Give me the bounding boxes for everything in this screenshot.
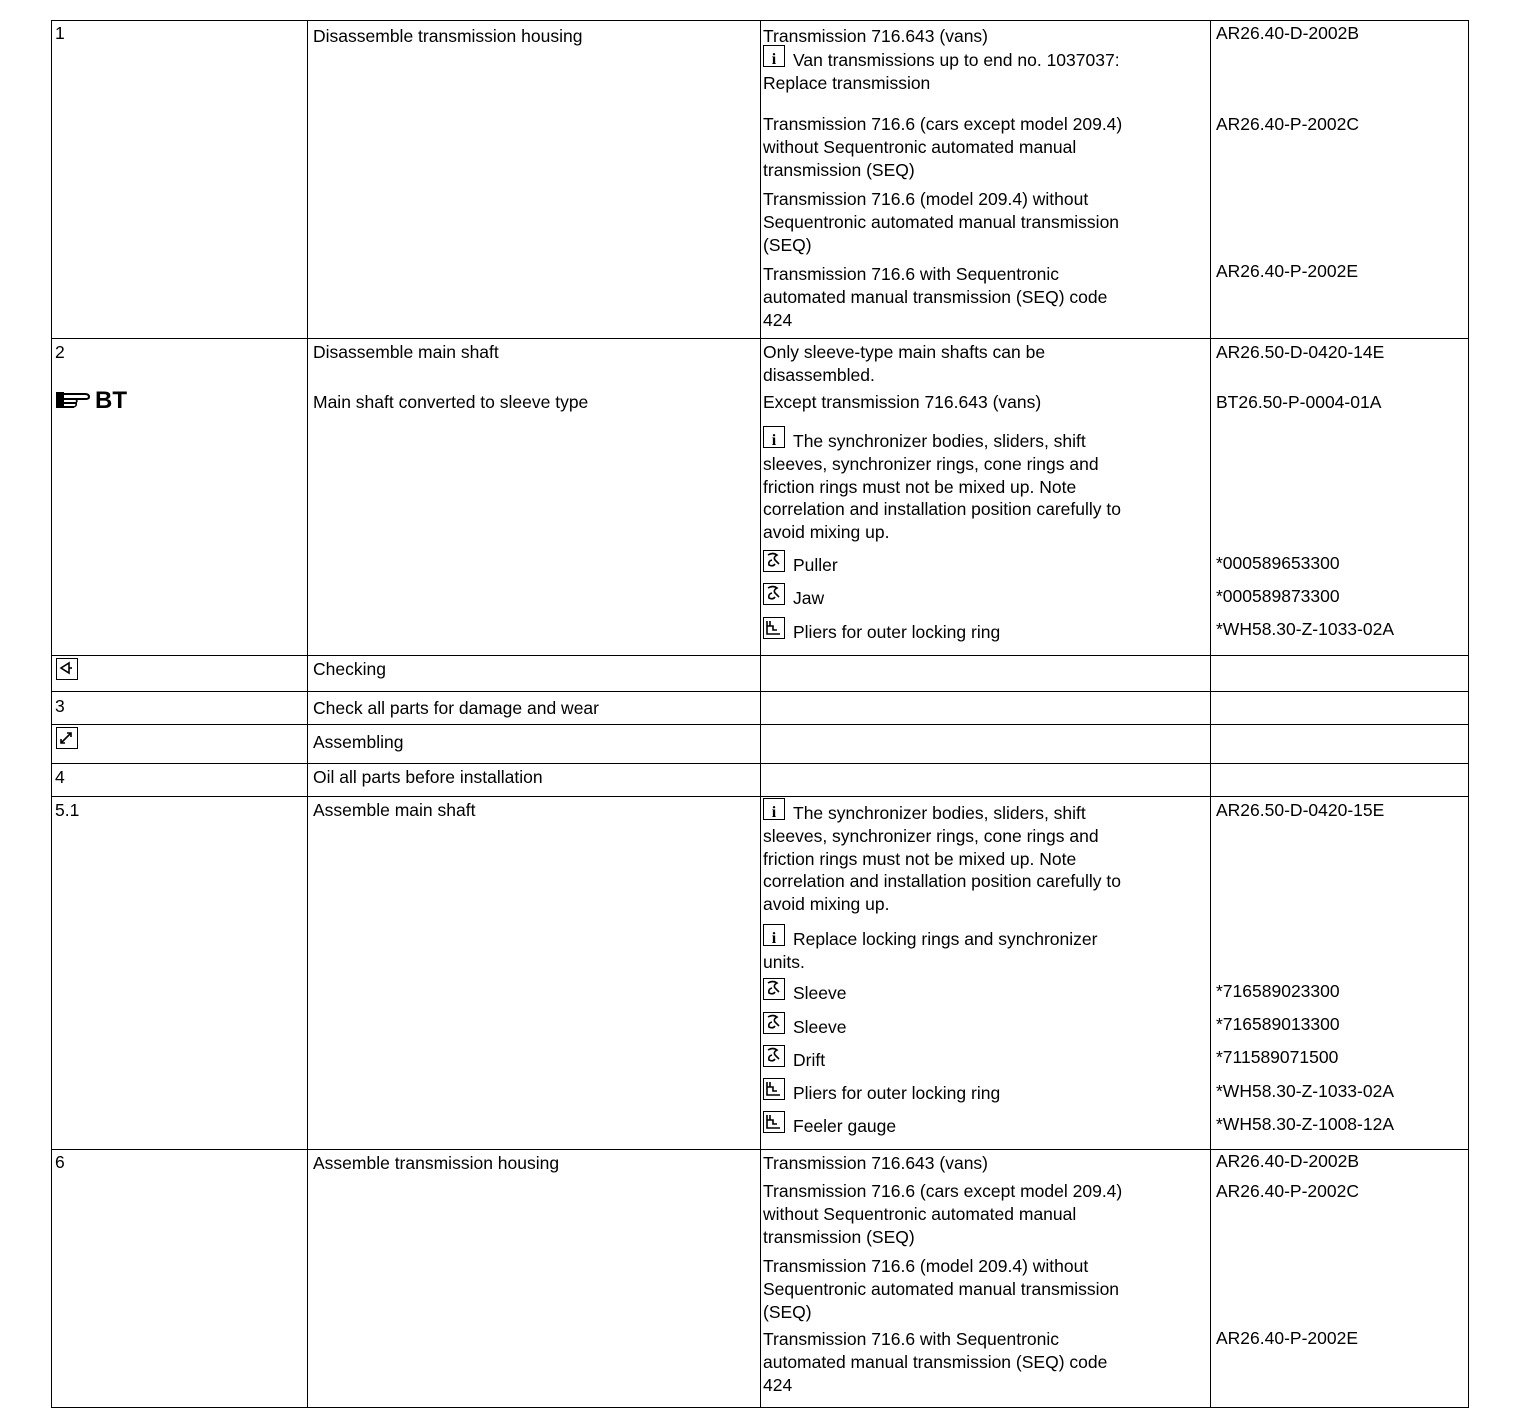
tool-name: Jaw [793, 588, 825, 608]
step-number: 1 [55, 23, 65, 43]
condition-text [763, 263, 1107, 331]
tool-name: Pliers for outer locking ring [793, 1083, 1001, 1103]
note-line: Van transmissions up to end no. 1037037: [793, 50, 1120, 70]
tool-number[interactable]: *716589013300 [1216, 1014, 1340, 1034]
operation-text: Disassemble transmission housing [313, 26, 583, 46]
column-divider [307, 20, 308, 1408]
step-number: 3 [55, 696, 65, 716]
note-line: friction rings must not be mixed up. Note [763, 848, 1077, 869]
step-number: 4 [55, 767, 65, 787]
tool-entry [763, 1012, 847, 1039]
note-line: sleeves, synchronizer rings, cone rings and [763, 825, 1099, 846]
info-icon: i [763, 45, 785, 67]
condition-line: automated manual transmission (SEQ) code [763, 286, 1108, 307]
info-note [763, 798, 1163, 916]
bt-label: BT [95, 387, 127, 414]
tool-entry [763, 617, 1000, 644]
note-line: The synchronizer bodies, sliders, shift [793, 431, 1086, 451]
workshop-equipment-icon [763, 1111, 785, 1133]
condition-line: Only sleeve-type main shafts can be [763, 342, 1046, 362]
operation-text: Check all parts for damage and wear [313, 698, 599, 718]
note-line: The synchronizer bodies, sliders, shift [793, 803, 1086, 823]
condition-line: Transmission 716.6 with Sequentronic [763, 1329, 1060, 1349]
tool-number[interactable]: *000589873300 [1216, 586, 1340, 606]
condition-line: Sequentronic automated manual transmission [763, 1278, 1120, 1299]
note-line: correlation and installation position carefully to [763, 499, 1121, 520]
condition-text [763, 188, 1119, 256]
note-line: avoid mixing up. [763, 522, 890, 542]
tool-entry [763, 550, 838, 577]
operation-text: Checking [313, 659, 386, 679]
special-tool-icon [763, 583, 785, 605]
condition-line: transmission (SEQ) [763, 1226, 915, 1247]
condition-line: Transmission 716.6 (cars except model 209.4) [763, 1181, 1123, 1201]
note-line: Replace transmission [763, 72, 931, 93]
workshop-equipment-icon [763, 617, 785, 639]
tool-name: Drift [793, 1050, 826, 1070]
condition-line: disassembled. [763, 364, 875, 385]
tool-name: Sleeve [793, 1017, 847, 1037]
special-tool-icon [763, 1045, 785, 1067]
document-reference[interactable]: AR26.40-P-2002C [1216, 114, 1359, 134]
note-line: units. [763, 951, 805, 972]
operation-text: Assemble transmission housing [313, 1153, 560, 1173]
condition-line: Transmission 716.6 with Sequentronic [763, 264, 1060, 284]
condition-line: 424 [763, 309, 793, 330]
tool-name: Sleeve [793, 983, 847, 1003]
tool-entry [763, 978, 847, 1005]
info-icon: i [763, 924, 785, 946]
note-line: Replace locking rings and synchronizer [793, 929, 1098, 949]
note-line: avoid mixing up. [763, 894, 890, 914]
condition-text: Except transmission 716.643 (vans) [763, 392, 1042, 412]
column-divider [1210, 20, 1211, 1408]
condition-line: 424 [763, 1374, 793, 1395]
tool-number[interactable]: *000589653300 [1216, 553, 1340, 573]
operation-text: Assembling [313, 732, 404, 752]
condition-text: Transmission 716.643 (vans) [763, 26, 989, 46]
condition-line: (SEQ) [763, 234, 812, 255]
condition-text [763, 1255, 1119, 1323]
info-note [763, 426, 1163, 544]
condition-line: without Sequentronic automated manual [763, 1203, 1077, 1224]
column-divider [760, 20, 761, 1408]
condition-line: automated manual transmission (SEQ) code [763, 1351, 1108, 1372]
condition-text [763, 1328, 1107, 1396]
condition-text: Transmission 716.643 (vans) [763, 1153, 989, 1173]
assembling-icon [56, 727, 78, 749]
operation-text: Disassemble main shaft [313, 342, 499, 362]
document-reference[interactable]: AR26.40-P-2002E [1216, 261, 1359, 281]
step-number: 6 [55, 1152, 65, 1172]
bt-marker [55, 385, 127, 416]
tool-entry [763, 583, 824, 610]
column-divider [51, 20, 52, 1408]
special-tool-icon [763, 978, 785, 1000]
tool-number[interactable]: *WH58.30-Z-1008-12A [1216, 1114, 1394, 1134]
document-reference[interactable]: AR26.40-P-2002C [1216, 1181, 1359, 1201]
special-tool-icon [763, 1012, 785, 1034]
document-reference[interactable]: AR26.40-D-2002B [1216, 23, 1359, 43]
tool-number[interactable]: *WH58.30-Z-1033-02A [1216, 1081, 1394, 1101]
tool-entry [763, 1045, 825, 1072]
tool-name: Pliers for outer locking ring [793, 622, 1001, 642]
column-divider [1468, 20, 1469, 1408]
info-note [763, 45, 1163, 95]
document-reference[interactable]: AR26.50-D-0420-14E [1216, 342, 1385, 362]
info-icon: i [763, 798, 785, 820]
operation-text: Oil all parts before installation [313, 767, 543, 787]
condition-text [763, 341, 1045, 387]
operation-text: Main shaft converted to sleeve type [313, 392, 589, 412]
tool-number[interactable]: *711589071500 [1216, 1047, 1339, 1067]
operation-text: Assemble main shaft [313, 800, 476, 820]
condition-line: (SEQ) [763, 1301, 812, 1322]
condition-line: transmission (SEQ) [763, 159, 915, 180]
tool-name: Feeler gauge [793, 1116, 897, 1136]
info-note [763, 924, 1163, 974]
step-number: 2 [55, 342, 65, 362]
document-reference[interactable]: BT26.50-P-0004-01A [1216, 392, 1382, 412]
condition-text [763, 1180, 1122, 1248]
tool-name: Puller [793, 555, 838, 575]
pointing-hand-icon [55, 388, 93, 414]
special-tool-icon [763, 550, 785, 572]
workshop-equipment-icon [763, 1078, 785, 1100]
info-icon: i [763, 426, 785, 448]
condition-line: Transmission 716.6 (cars except model 209.4) [763, 114, 1123, 134]
checking-icon [56, 658, 78, 680]
condition-text [763, 113, 1122, 181]
tool-entry [763, 1111, 896, 1138]
note-line: correlation and installation position carefully to [763, 871, 1121, 892]
tool-number[interactable]: *WH58.30-Z-1033-02A [1216, 619, 1394, 639]
repair-procedure-table [51, 20, 1469, 1408]
condition-line: Sequentronic automated manual transmission [763, 211, 1120, 232]
condition-line: without Sequentronic automated manual [763, 136, 1077, 157]
document-reference[interactable]: AR26.40-D-2002B [1216, 1151, 1359, 1171]
tool-number[interactable]: *716589023300 [1216, 981, 1340, 1001]
document-reference[interactable]: AR26.40-P-2002E [1216, 1328, 1359, 1348]
condition-line: Transmission 716.6 (model 209.4) without [763, 189, 1089, 209]
step-number: 5.1 [55, 800, 80, 820]
document-reference[interactable]: AR26.50-D-0420-15E [1216, 800, 1385, 820]
note-line: sleeves, synchronizer rings, cone rings and [763, 453, 1099, 474]
condition-line: Transmission 716.6 (model 209.4) without [763, 1256, 1089, 1276]
note-line: friction rings must not be mixed up. Note [763, 476, 1077, 497]
tool-entry [763, 1078, 1000, 1105]
